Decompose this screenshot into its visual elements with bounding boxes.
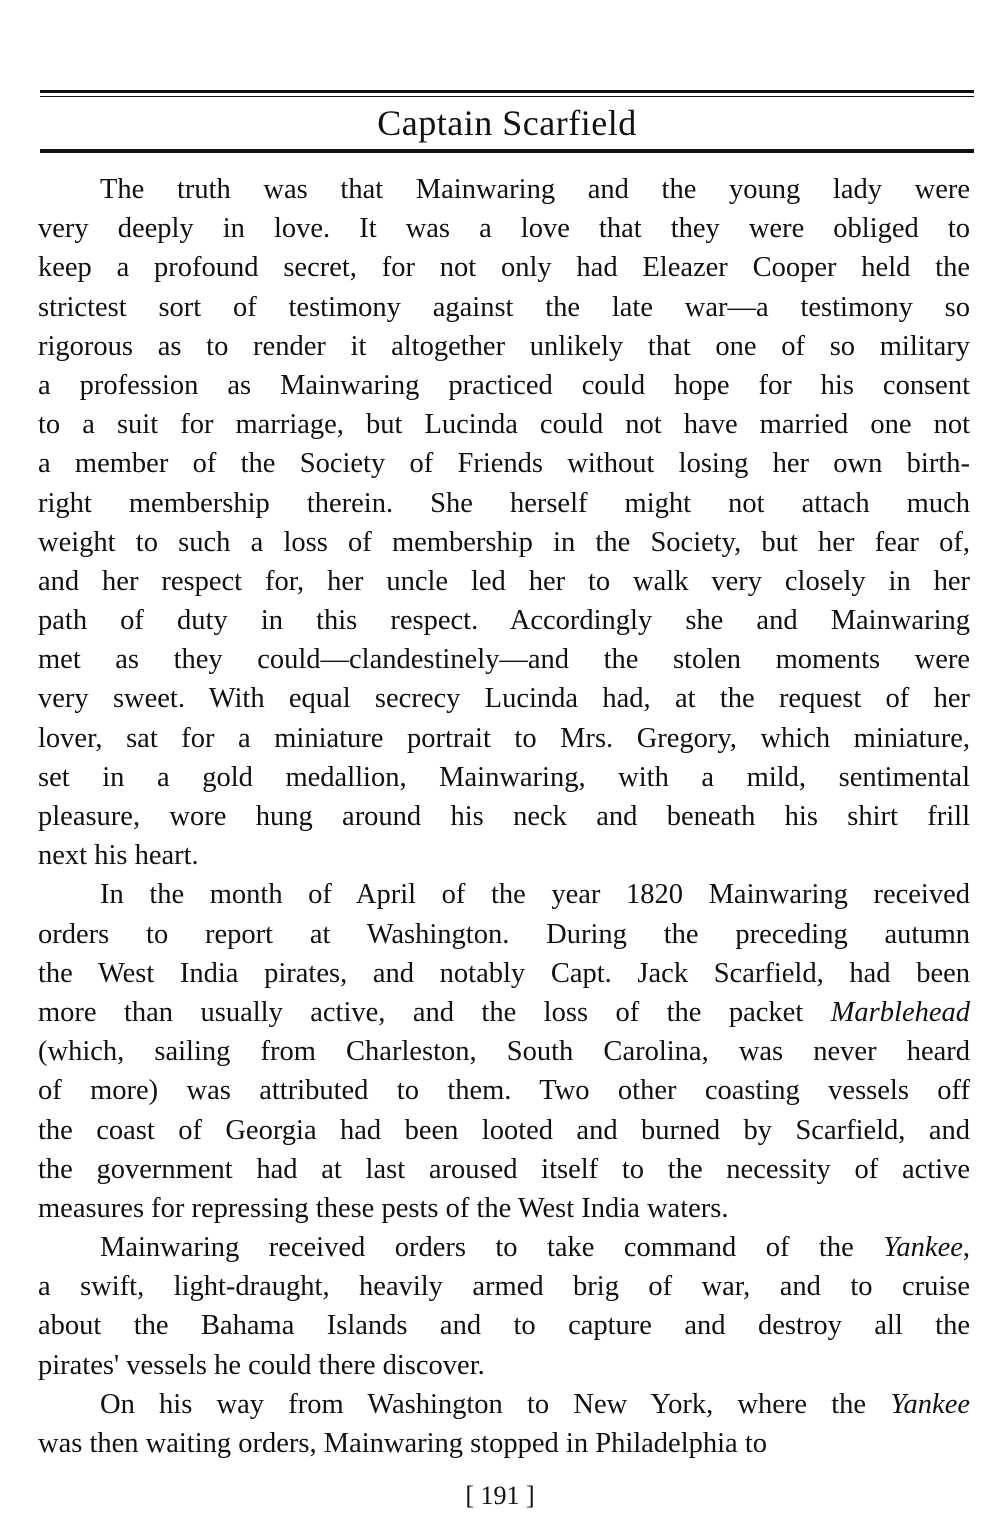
line-text: path of duty in this respect. Accordingly she and Mainwaring (38, 605, 970, 637)
text-line (38, 1071, 970, 1110)
text-line (38, 288, 970, 327)
text-line (38, 170, 970, 209)
body-text (38, 170, 970, 1463)
line-text: measures for repressing these pests of the West India waters. (38, 1192, 729, 1224)
text-line (38, 640, 970, 679)
text-line (38, 1032, 970, 1071)
text-line (38, 1306, 970, 1345)
text-line (38, 1189, 970, 1228)
line-text: rigorous as to render it altogether unlikely that one of so military (38, 330, 970, 362)
text-line (38, 1267, 970, 1306)
italic-ship-name: Yankee (883, 1232, 963, 1264)
text-line (38, 1111, 970, 1150)
line-text: very deeply in love. It was a love that they were obliged to (38, 213, 970, 245)
text-line (38, 679, 970, 718)
line-text: On his way from Washington to New York, where the (100, 1388, 891, 1420)
text-line (38, 405, 970, 444)
text-line (38, 719, 970, 758)
text-line (38, 562, 970, 601)
line-text: weight to such a loss of membership in the Society, but her fear of, (38, 526, 970, 558)
line-text: The truth was that Mainwaring and the young lady were (100, 174, 970, 205)
line-text: next his heart. (38, 840, 199, 872)
text-line (38, 484, 970, 523)
header-rule-bottom (40, 149, 974, 153)
text-line (38, 444, 970, 483)
line-text: pleasure, wore hung around his neck and beneath his shirt frill (38, 801, 970, 832)
header-rule-top (40, 90, 974, 93)
text-line (38, 248, 970, 287)
page-number: [ 191 ] (465, 1481, 535, 1510)
text-line (38, 758, 970, 797)
line-text: keep a profound secret, for not only had Eleazer Cooper held the (38, 252, 970, 284)
text-line (38, 1385, 970, 1424)
header-rule-top-thin (40, 96, 974, 97)
line-text: lover, sat for a miniature portrait to Mrs. Gregory, which miniature, (38, 722, 970, 754)
text-line (38, 915, 970, 954)
italic-ship-name: Yankee (890, 1388, 970, 1420)
text-line (38, 1424, 970, 1463)
line-text: about the Bahama Islands and to capture and destroy all the (38, 1310, 970, 1342)
line-text: the West India pirates, and notably Capt. Jack Scarfield, had been (38, 957, 970, 989)
line-text: and her respect for, her uncle led her to walk very closely in her (38, 565, 970, 597)
line-text: (which, sailing from Charleston, South Carolina, was never heard (38, 1036, 970, 1068)
line-text: a profession as Mainwaring practiced could hope for his consent (38, 369, 970, 401)
line-text: Mainwaring received orders to take command of the (100, 1232, 884, 1264)
line-text: to a suit for marriage, but Lucinda could not have married one not (38, 409, 970, 441)
line-text: a swift, light-draught, heavily armed brig of war, and to cruise (38, 1271, 970, 1303)
text-line (38, 209, 970, 248)
line-text: orders to report at Washington. During the preceding autumn (38, 918, 970, 950)
text-line (38, 993, 970, 1032)
italic-ship-name: Marblehead (830, 996, 970, 1028)
line-text: was then waiting orders, Mainwaring stopped in Philadelphia to (38, 1428, 767, 1459)
text-line (38, 1228, 970, 1267)
line-text: set in a gold medallion, Mainwaring, with a mild, sentimental (38, 761, 970, 793)
trailing-punctuation: , (962, 1232, 970, 1264)
line-text: very sweet. With equal secrecy Lucinda had, at the request of her (38, 683, 970, 715)
line-text: In the month of April of the year 1820 Mainwaring received (100, 879, 970, 911)
text-line (38, 327, 970, 366)
text-line (38, 601, 970, 640)
line-text: strictest sort of testimony against the late war—a testimony so (38, 291, 970, 323)
line-text: the government had at last aroused itself to the necessity of active (38, 1153, 970, 1185)
text-line (38, 1150, 970, 1189)
text-line (38, 797, 970, 836)
line-text: met as they could—clandestinely—and the stolen moments were (38, 644, 970, 676)
text-line (38, 875, 970, 914)
line-text: right membership therein. She herself might not attach much (38, 487, 970, 519)
text-line (38, 954, 970, 993)
line-text: a member of the Society of Friends without losing her own birth- (38, 448, 970, 480)
line-text: the coast of Georgia had been looted and burned by Scarfield, and (38, 1114, 970, 1146)
running-head: Captain Scarfield (377, 103, 637, 143)
text-line (38, 366, 970, 405)
text-line (38, 523, 970, 562)
text-line (38, 836, 970, 875)
line-text: more than usually active, and the loss of the packet (38, 996, 831, 1028)
text-line (38, 1346, 970, 1385)
line-text: pirates' vessels he could there discover. (38, 1349, 485, 1381)
line-text: of more) was attributed to them. Two other coasting vessels off (38, 1075, 970, 1107)
